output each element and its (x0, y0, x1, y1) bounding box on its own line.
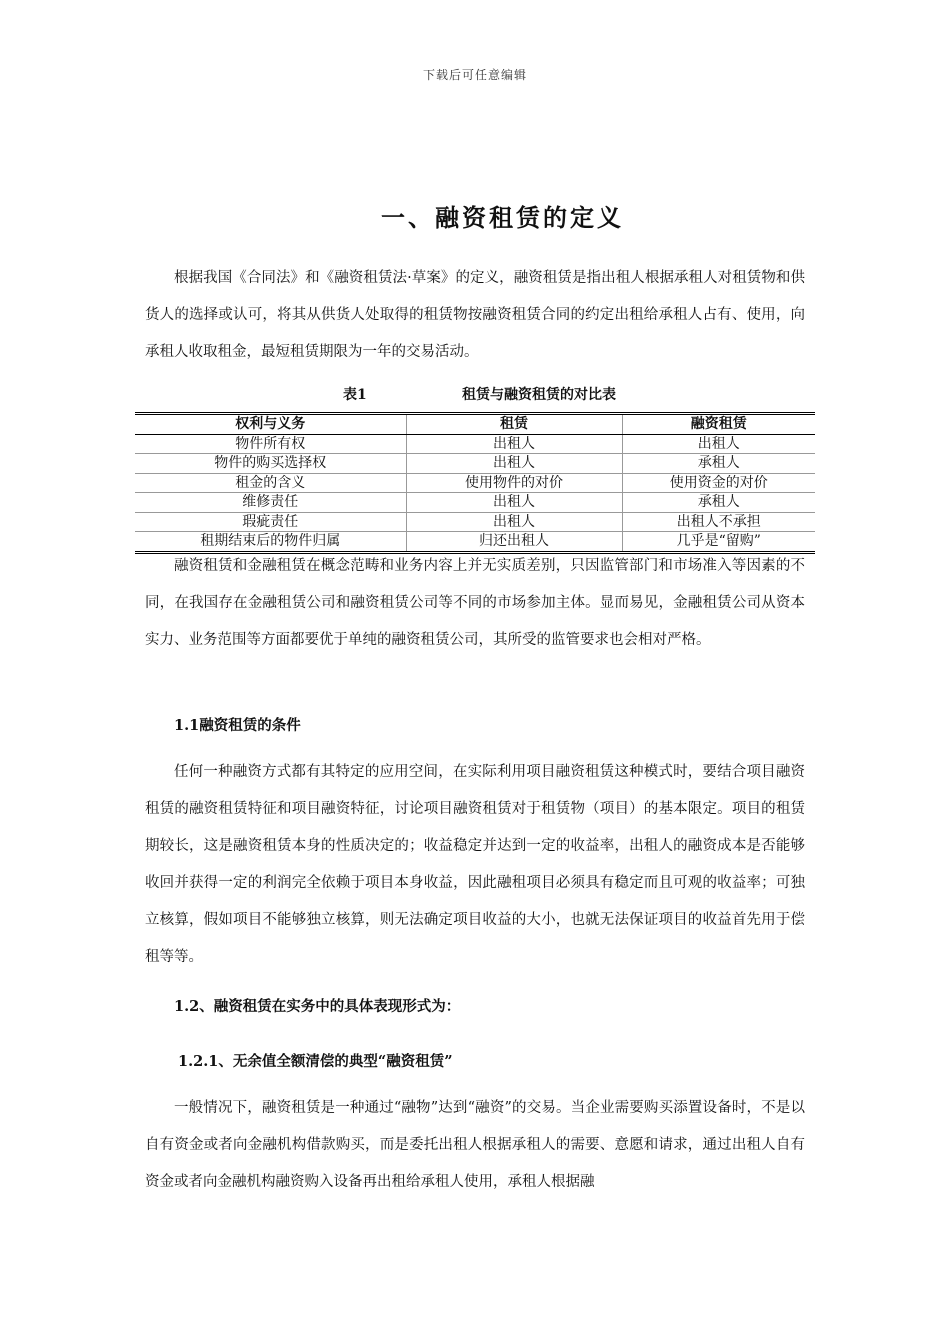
column-header: 融资租赁 (622, 414, 815, 435)
table-cell: 承租人 (622, 493, 815, 513)
table-cell: 维修责任 (135, 493, 406, 513)
column-header: 权利与义务 (135, 414, 406, 435)
table-cell: 出租人 (622, 434, 815, 454)
table-caption-label: 表1 (343, 387, 367, 403)
table-cell: 使用资金的对价 (622, 473, 815, 493)
table-row (135, 473, 815, 493)
table-cell: 出租人不承担 (622, 512, 815, 532)
table-caption-title: 租赁与融资租赁的对比表 (462, 387, 616, 403)
paragraph-financial-leasing-comparison: 融资租赁和金融租赁在概念范畴和业务内容上并无实质差别，只因监管部门和市场准入等因素的不同，在我国存在金融租赁公司和融资租赁公司等不同的市场参加主体。显而易见，金融租赁公司从资本实力、业务范围等方面都要优于单纯的融资租赁公司，其所受的监管要求也会相对严格。 (145, 558, 805, 648)
table-cell: 物件的购买选择权 (135, 454, 406, 474)
table-cell: 几乎是“留购” (622, 532, 815, 553)
section-heading-1-1: 1.1融资租赁的条件 (174, 717, 301, 734)
table-cell: 使用物件的对价 (406, 473, 622, 493)
table-cell: 租期结束后的物件归属 (200, 533, 341, 550)
paragraph-typical-leasing: 一般情况下，融资租赁是一种通过“融物”达到“融资”的交易。当企业需要购买添置设备时，不是以自有资金或者向金融机构借款购买，而是委托出租人根据承租人的需要、意愿和请求，通过出租人自有资金或者向金融机构融资购入设备再出租给承租人使用，承租人根据融 (145, 1100, 805, 1190)
table-header-row (135, 414, 815, 435)
table-cell: 物件所有权 (135, 434, 406, 454)
table-cell: 出租人 (406, 512, 622, 532)
table-cell: 归还出租人 (406, 532, 622, 553)
table-row (135, 493, 815, 513)
section-heading-1-2: 1.2、融资租赁在实务中的具体表现形式为： (174, 998, 461, 1015)
table-cell: 出租人 (406, 493, 622, 513)
paragraph-conditions: 任何一种融资方式都有其特定的应用空间，在实际利用项目融资租赁这种模式时，要结合项目融资租赁的融资租赁特征和项目融资特征，讨论项目融资租赁对于租赁物（项目）的基本限定。项目的租赁期较长，这是融资租赁本身的性质决定的；收益稳定并达到一定的收益率，出租人的融资成本是否能够收回并获得一定的利润完全依赖于项目本身收益，因此融租项目必须具有稳定而且可观的收益率；可独立核算，假如项目不能够独立核算，则无法确定项目收益的大小，也就无法保证项目的收益首先用于偿租等等。 (145, 764, 805, 965)
table-cell: 出租人 (406, 434, 622, 454)
comparison-table (135, 412, 815, 554)
table-cell: 承租人 (622, 454, 815, 474)
table-cell: 瑕疵责任 (135, 512, 406, 532)
table-row (135, 454, 815, 474)
column-header: 租赁 (406, 414, 622, 435)
table-row (135, 512, 815, 532)
table-cell: 出租人 (406, 454, 622, 474)
section-heading-1-2-1: 1.2.1、无余值全额清偿的典型“融资租赁” (178, 1053, 453, 1070)
paragraph-definition: 根据我国《合同法》和《融资租赁法·草案》的定义，融资租赁是指出租人根据承租人对租赁物和供货人的选择或认可，将其从供货人处取得的租赁物按融资租赁合同的约定出租给承租人占有、使用，向承租人收取租金，最短租赁期限为一年的交易活动。 (145, 270, 805, 360)
header-note: 下载后可任意编辑 (422, 68, 527, 82)
page-title: 一、融资租赁的定义 (381, 203, 624, 232)
table-cell: 租金的含义 (135, 473, 406, 493)
table-row (135, 434, 815, 454)
